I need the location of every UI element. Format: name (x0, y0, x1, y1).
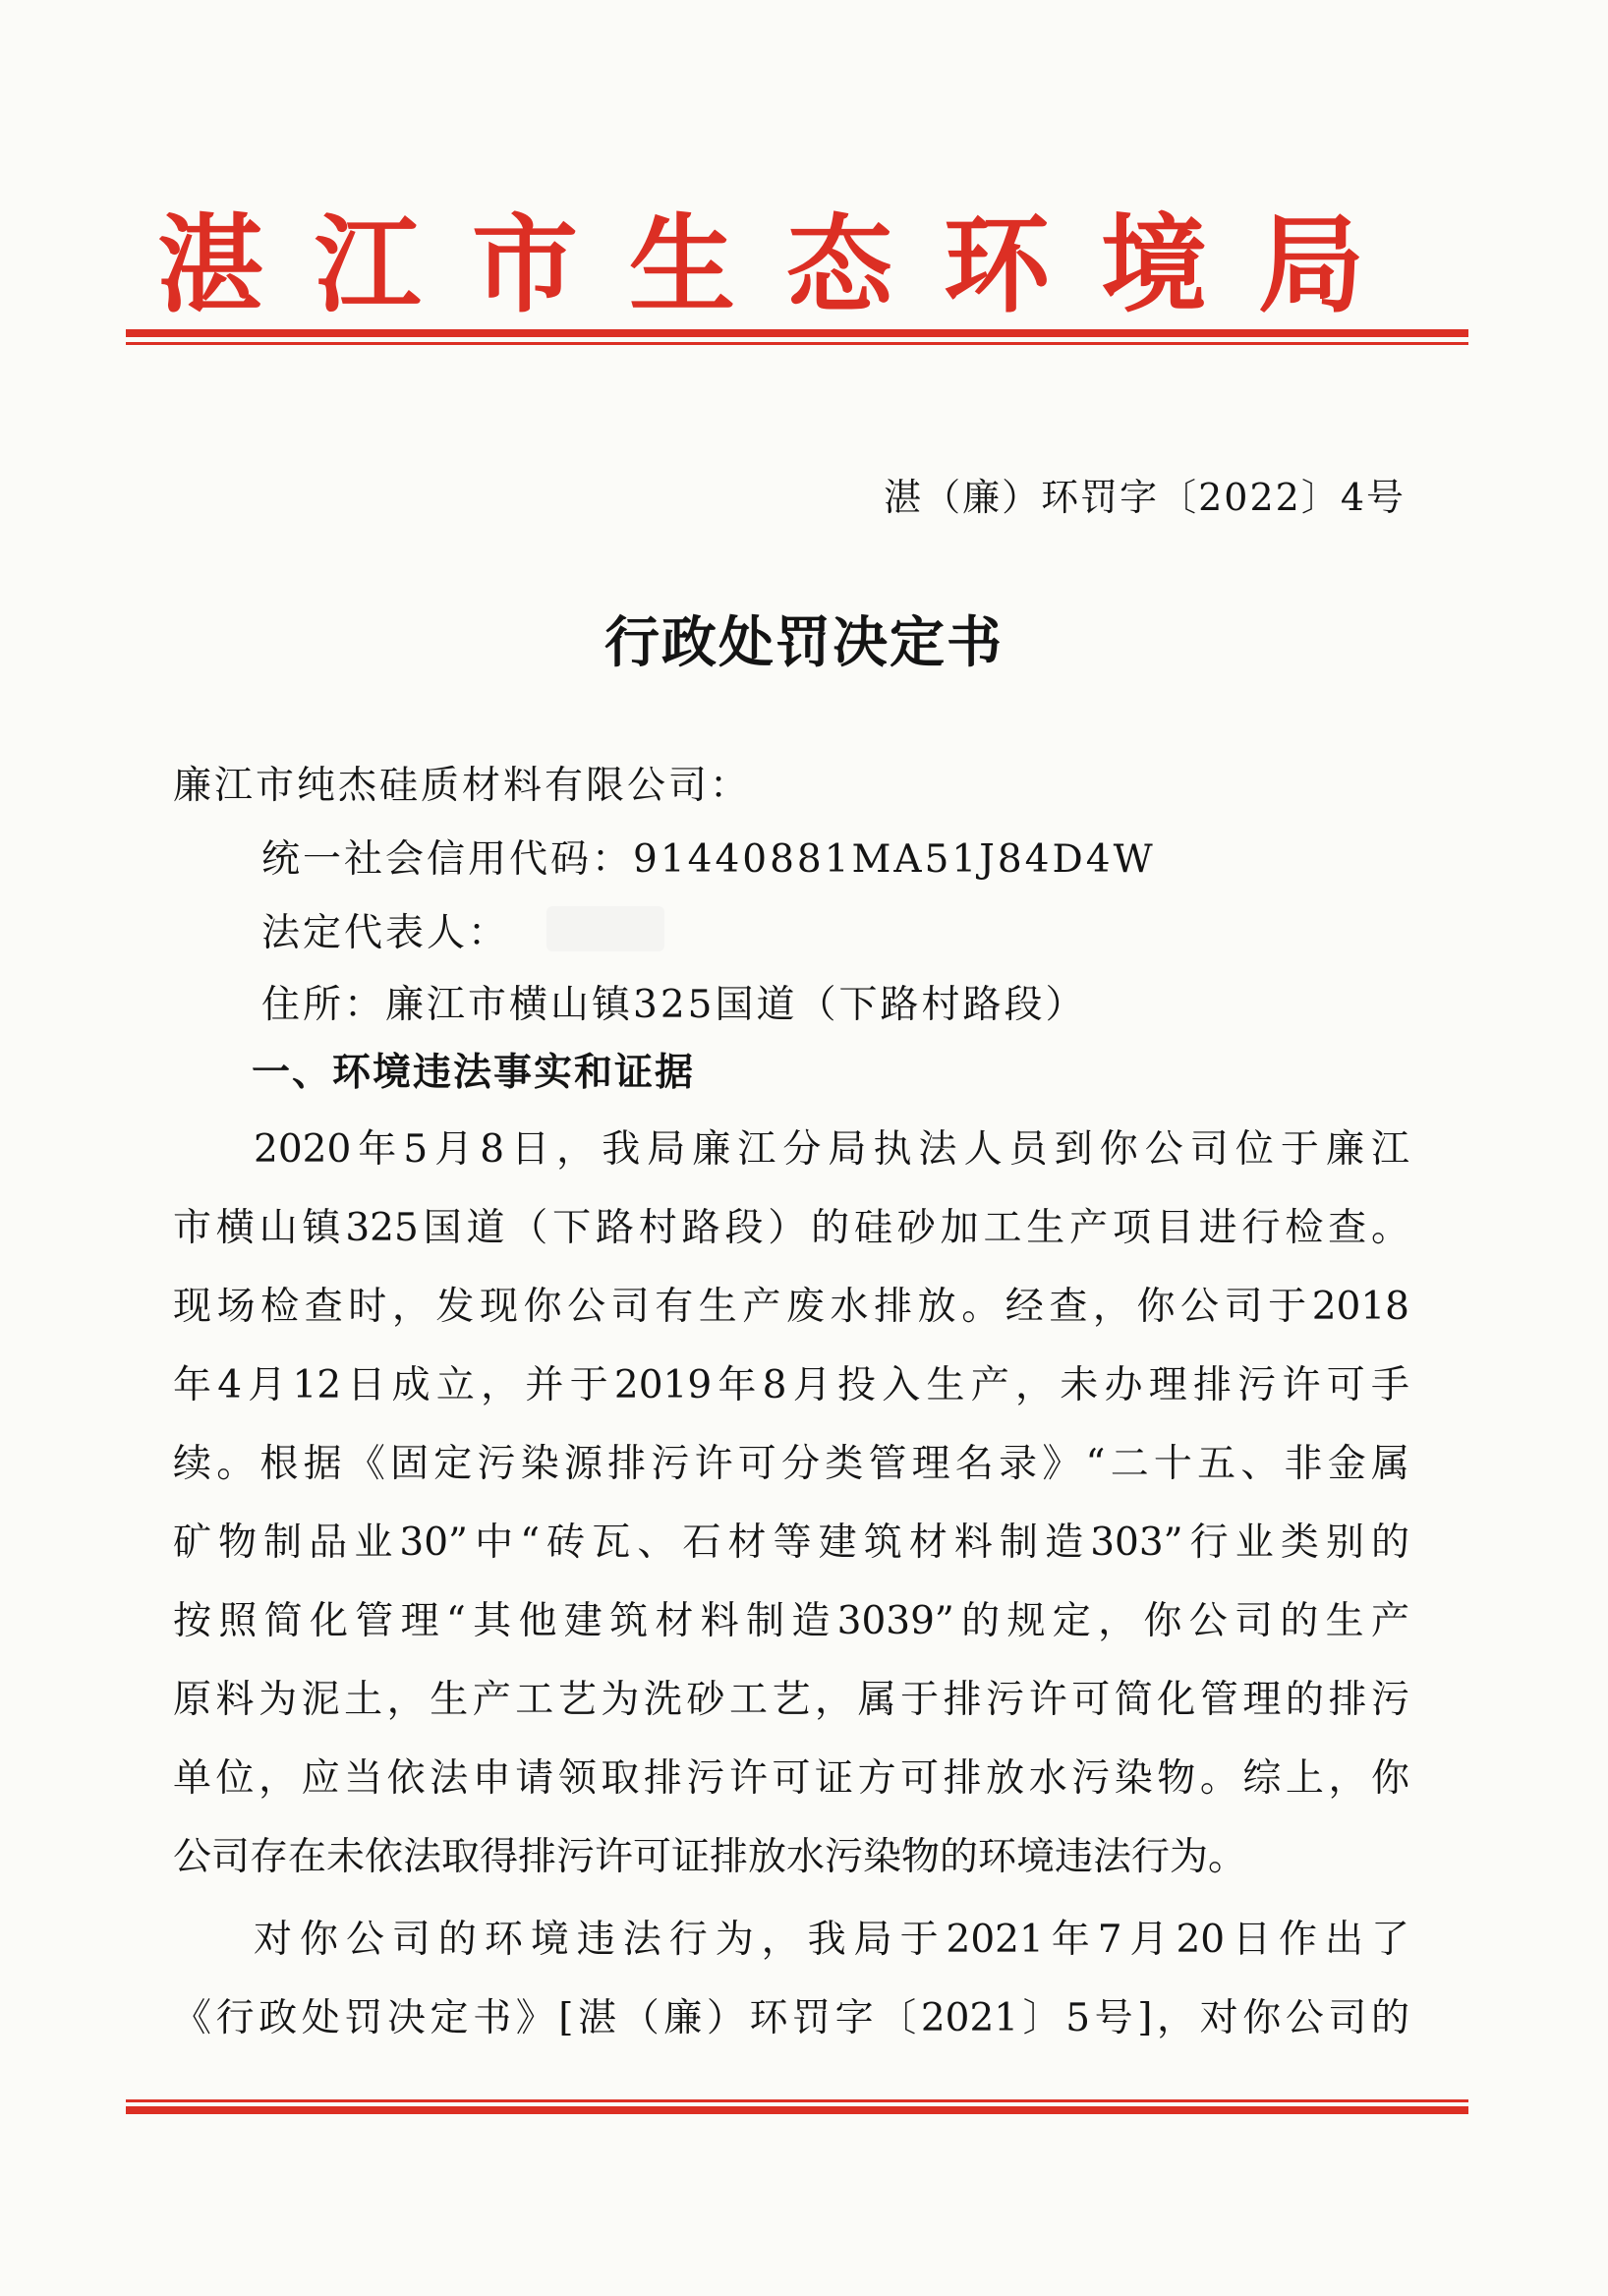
address-line: 住所：廉江市横山镇325国道（下路村路段） (261, 983, 1087, 1027)
paragraph-line: 2020年5月8日，我局廉江分局执法人员到你公司位于廉江 (254, 1127, 1409, 1172)
paragraph-line: 公司存在未依法取得排污许可证排放水污染物的环境违法行为。 (173, 1835, 1247, 1879)
redacted-name-area (546, 906, 664, 951)
header-red-rule-thick (126, 329, 1468, 337)
paragraph-line: 单位，应当依法申请领取排污许可证方可排放水污染物。综上，你 (173, 1756, 1409, 1801)
paragraph-line: 现场检查时，发现你公司有生产废水排放。经查，你公司于2018 (173, 1285, 1409, 1329)
paragraph-line: 原料为泥土，生产工艺为洗砂工艺，属于排污许可简化管理的排污 (173, 1678, 1409, 1722)
paragraph-line: 年4月12日成立，并于2019年8月投入生产，未办理排污许可手 (173, 1363, 1409, 1407)
paragraph-line: 矿物制品业30”中“砖瓦、石材等建筑材料制造303”行业类别的 (173, 1521, 1409, 1565)
recipient-company: 廉江市纯杰硅质材料有限公司： (173, 764, 752, 808)
document-number: 湛（廉）环罚字〔2022〕4号 (884, 476, 1406, 519)
footer-red-rule-thick (126, 2106, 1468, 2114)
legal-representative-line: 法定代表人： (261, 911, 510, 955)
paragraph-line: 对你公司的环境违法行为，我局于2021年7月20日作出了 (254, 1918, 1409, 1962)
document-title: 行政处罚决定书 (604, 610, 1004, 675)
paragraph-line: 续。根据《固定污染源排污许可分类管理名录》“二十五、非金属 (173, 1442, 1409, 1486)
section-heading: 一、环境违法事实和证据 (252, 1051, 696, 1095)
paragraph-line: 市横山镇325国道（下路村路段）的硅砂加工生产项目进行检查。 (173, 1206, 1409, 1250)
header-red-rule-thin (126, 342, 1468, 345)
paragraph-line: 按照简化管理“其他建筑材料制造3039”的规定，你公司的生产 (173, 1599, 1409, 1643)
footer-red-rule-thin (126, 2099, 1468, 2102)
paragraph-line: 《行政处罚决定书》[湛（廉）环罚字〔2021〕5号]，对你公司的 (173, 1996, 1409, 2040)
agency-header-title: 湛江市生态环境局 (156, 203, 1415, 327)
credit-code-line: 统一社会信用代码：91440881MA51J84D4W (261, 837, 1156, 882)
